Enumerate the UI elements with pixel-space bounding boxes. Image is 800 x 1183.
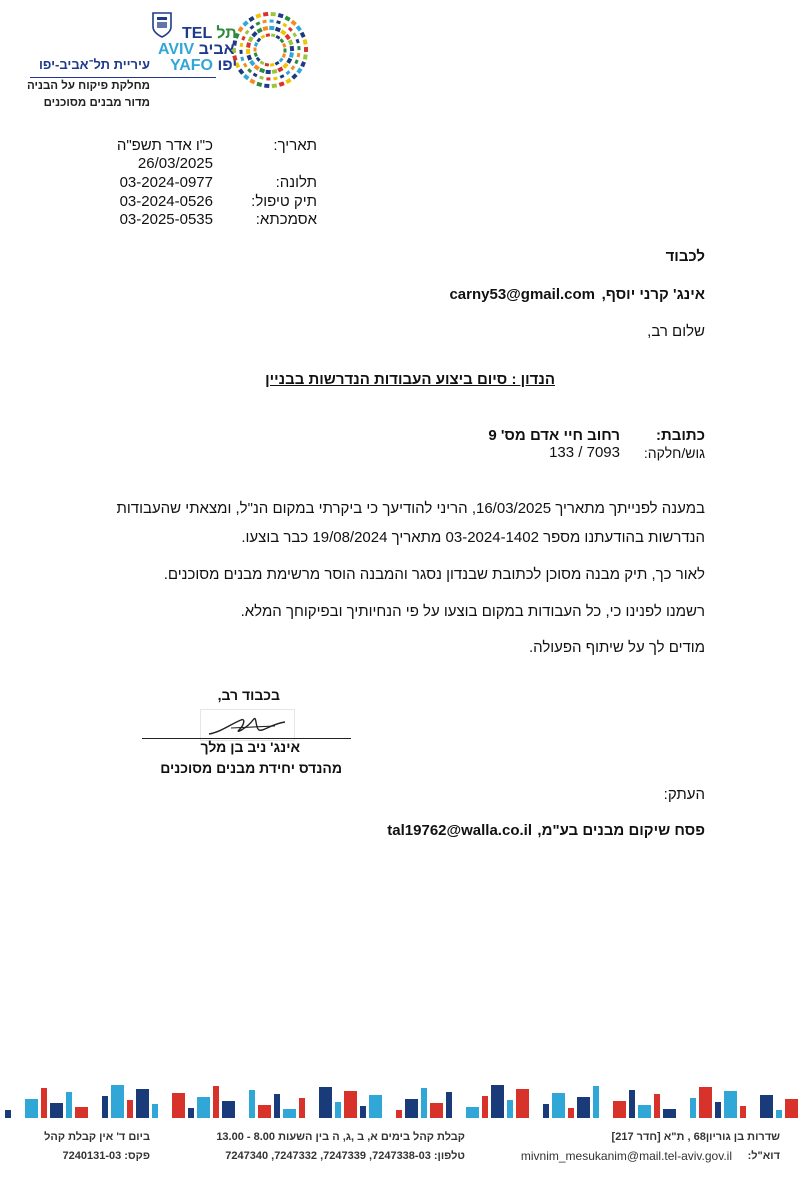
logo-tel-en: TEL <box>182 25 212 42</box>
footer-block <box>613 1101 626 1118</box>
footer-block <box>283 1109 296 1118</box>
complaint-number: 03-2024-0977 <box>119 174 213 191</box>
logo-ray <box>286 58 292 64</box>
logo-yafo-en: YAFO <box>170 57 213 74</box>
logo-ray <box>265 63 269 67</box>
footer-decoration <box>0 1078 800 1118</box>
logo-ray <box>238 26 244 32</box>
footer-block <box>258 1105 271 1118</box>
logo-ray <box>284 49 287 53</box>
tel-aviv-logo <box>150 10 325 95</box>
footer-block <box>396 1110 402 1118</box>
footer-block <box>629 1090 635 1118</box>
logo-ray <box>246 49 250 54</box>
logo-ray <box>256 57 261 62</box>
logo-ray <box>246 42 251 48</box>
footer-email: mivnim_mesukanim@mail.tel-aviv.gov.il <box>520 1149 732 1163</box>
logo-ray <box>243 74 249 80</box>
footer-block <box>715 1102 721 1118</box>
logo-tel-he: תל <box>216 25 237 42</box>
logo-ray <box>240 56 244 61</box>
logo-ray <box>240 43 244 47</box>
footer-block <box>360 1106 366 1118</box>
logo-ray <box>297 53 301 57</box>
footer-block <box>102 1096 108 1118</box>
logo-ray <box>259 68 265 73</box>
footer-block <box>724 1091 737 1118</box>
footer-hours: קבלת קהל בימים א, ב ,ג, ה בין השעות 8.00 - 13.00 <box>216 1131 465 1143</box>
logo-ray <box>255 21 260 25</box>
signature-image <box>200 709 295 741</box>
body-line-5: מודים לך על שיתוף הפעולה. <box>528 639 705 656</box>
footer-block <box>127 1100 133 1118</box>
footer-block <box>5 1110 11 1118</box>
footer-block <box>152 1104 158 1118</box>
logo-ray <box>238 68 244 74</box>
logo-ray <box>264 84 269 88</box>
logo-ray <box>277 66 283 72</box>
logo-ray <box>303 54 308 60</box>
footer-block <box>299 1098 305 1118</box>
logo-ray <box>280 74 285 78</box>
to-label: לכבוד <box>665 248 705 265</box>
footer-block <box>466 1107 479 1118</box>
logo-ray <box>288 27 293 32</box>
logo-ray <box>255 13 261 18</box>
logo-ray <box>266 70 271 74</box>
logo-ray <box>284 16 290 22</box>
logo-ray <box>273 77 278 81</box>
footer-block <box>690 1098 696 1118</box>
footer-block <box>491 1085 504 1118</box>
footer-block <box>638 1105 651 1118</box>
footer-block <box>274 1094 280 1118</box>
signer-title: מהנדס יחידת מבנים מסוכנים <box>160 760 342 776</box>
footer-block <box>593 1086 599 1118</box>
signer-name: אינג' ניב בן מלך <box>200 739 300 755</box>
logo-ray <box>241 36 245 41</box>
logo-ray <box>251 31 257 37</box>
handwritten-signature-icon <box>201 710 294 740</box>
logo-ray <box>290 65 295 70</box>
logo-ray <box>280 29 286 35</box>
logo-ray <box>254 48 257 52</box>
logo-ray <box>259 76 264 80</box>
body-line-1: במענה לפנייתך מתאריך 16/03/2025, הריני להודיעך כי ביקרתי במקום הנ"ל, ומצאתי שהעבודות <box>116 500 705 517</box>
footer-block <box>66 1092 72 1118</box>
logo-ray <box>285 78 291 84</box>
logo-ray <box>269 26 274 30</box>
logo-ray <box>271 12 276 16</box>
date-hebrew: כ"ו אדר תשפ"ה <box>116 137 213 154</box>
footer-email-label: דוא"ל: <box>747 1150 780 1162</box>
logo-ray <box>242 20 248 26</box>
logo-ray <box>271 33 275 37</box>
logo-ray <box>296 25 302 31</box>
footer-phones: טלפון: 7247338-03, 7247339, 7247332, 7247340 <box>225 1150 465 1162</box>
footer-block <box>344 1091 357 1118</box>
body-line-3: לאור כך, תיק מבנה מסוכן לכתובת שבנדון נסגר והמבנה הוסר מרשימת מבנים מסוכנים. <box>163 566 705 583</box>
logo-ray <box>263 12 269 17</box>
logo-aviv-en: AVIV <box>158 41 195 58</box>
logo-ray <box>303 39 308 45</box>
file-number: 03-2024-0526 <box>119 193 213 210</box>
reference-label: אסמכתא: <box>255 211 317 228</box>
logo-ray <box>275 35 280 40</box>
address-value: רחוב חיי אדם מס' 9 <box>488 427 620 444</box>
logo-ray <box>272 69 278 74</box>
logo-ray <box>289 52 294 58</box>
footer-block <box>507 1100 513 1118</box>
logo-ray <box>249 79 255 85</box>
footer-block <box>760 1095 773 1118</box>
logo-ray <box>282 43 286 48</box>
body-line-2: הנדרשות בהודעתנו מספר 03-2024-1402 מתאריך 19/08/2024 כבר בוצעו. <box>241 529 705 546</box>
footer-block <box>335 1102 341 1118</box>
unit-name: מדור מבנים מסוכנים <box>43 97 150 109</box>
logo-ray <box>296 39 300 44</box>
footer-block <box>369 1095 382 1118</box>
footer-block <box>319 1087 332 1118</box>
logo-ray <box>285 34 291 40</box>
logo-ray <box>243 63 248 68</box>
logo-ray <box>278 13 284 18</box>
logo-ray <box>282 53 286 58</box>
logo-ray <box>247 68 252 73</box>
logo-ray <box>248 36 254 42</box>
logo-ray <box>254 52 258 57</box>
logo-ray <box>279 81 285 86</box>
logo-ray <box>249 60 255 66</box>
complaint-label: תלונה: <box>275 174 317 191</box>
logo-ray <box>245 30 250 35</box>
footer-block <box>568 1108 574 1118</box>
logo-ray <box>256 38 261 43</box>
logo-ray <box>266 33 270 37</box>
logo-ray <box>248 16 254 22</box>
address-label: כתובת: <box>656 427 705 444</box>
recipient-email: carny53@gmail.com <box>449 286 595 303</box>
logo-ray <box>256 82 262 87</box>
footer-address: שדרות בן גוריון68 , ת"א [חדר 217] <box>611 1131 780 1143</box>
footer-block <box>222 1101 235 1118</box>
logo-ray <box>294 59 298 64</box>
footer-block <box>552 1093 565 1118</box>
logo-ray <box>288 39 294 45</box>
logo-ray <box>291 73 297 79</box>
body-line-4: רשמנו לפנינו כי, כל העבודות במקום בוצעו על פי הנחיותיך ובפיקוחך המלא. <box>240 603 705 620</box>
footer-block <box>430 1103 443 1118</box>
logo-ray <box>262 20 267 24</box>
file-label: תיק טיפול: <box>251 193 317 210</box>
footer-block <box>785 1099 798 1118</box>
logo-yafo-he: יפו <box>217 57 238 74</box>
footer-block <box>776 1110 782 1118</box>
footer-block <box>405 1099 418 1118</box>
logo-ray <box>253 73 258 78</box>
logo-ray <box>279 38 284 43</box>
footer-block <box>516 1089 529 1118</box>
footer-fax: פקס: 7240131-03 <box>62 1150 150 1162</box>
recipient-name: אינג' קרני יוסף, <box>601 286 705 303</box>
logo-ray <box>253 64 259 70</box>
footer-block <box>213 1086 219 1118</box>
colored-blocks-icon <box>0 1078 800 1118</box>
municipal-crest-icon <box>153 13 171 37</box>
logo-ray <box>254 42 258 47</box>
greeting: שלום רב, <box>647 323 705 340</box>
logo-ray <box>279 57 284 62</box>
footer-block <box>249 1090 255 1118</box>
footer-block <box>421 1088 427 1118</box>
reference-number: 03-2025-0535 <box>119 211 213 228</box>
footer-block <box>446 1092 452 1118</box>
copy-email: tal19762@walla.co.il <box>387 822 532 839</box>
logo-ray <box>270 19 274 22</box>
footer-block <box>25 1099 38 1118</box>
footer-block <box>654 1094 660 1118</box>
parcel-label: גוש/חלקה: <box>643 445 705 461</box>
footer-no-reception: ביום ד' אין קבלת קהל <box>44 1131 150 1143</box>
logo-ray <box>300 32 306 38</box>
logo-ray <box>286 70 291 75</box>
footer-block <box>41 1088 47 1118</box>
logo-ray <box>239 50 242 54</box>
logo-ray <box>296 68 302 74</box>
footer-block <box>136 1089 149 1118</box>
logo-ray <box>297 46 300 50</box>
logo-ray <box>300 61 306 67</box>
logo-ray <box>263 26 269 31</box>
footer-block <box>50 1103 63 1118</box>
footer-block <box>543 1104 549 1118</box>
copy-name: פסח שיקום מבנים בע"מ, <box>537 822 705 839</box>
footer-block <box>197 1097 210 1118</box>
logo-ray <box>275 61 280 66</box>
footer-block <box>663 1109 676 1118</box>
subject-line: הנדון : סיום ביצוע העבודות הנדרשות בבניין <box>265 371 555 388</box>
municipality-name: עיריית תל־אביב-יפו <box>38 57 150 72</box>
logo-ray <box>304 47 308 52</box>
logo-aviv-he: אביב <box>198 41 235 58</box>
footer-block <box>172 1093 185 1118</box>
logo-ray <box>249 25 254 30</box>
logo-ray <box>275 27 281 32</box>
footer-block <box>577 1097 590 1118</box>
logo-ray <box>247 54 253 60</box>
footer-block <box>188 1108 194 1118</box>
department-name: מחלקת פיקוח על הבניה <box>26 80 150 92</box>
date-gregorian: 26/03/2025 <box>137 155 213 172</box>
footer-block <box>111 1085 124 1118</box>
copy-label: העתק: <box>663 786 705 803</box>
logo-ray <box>272 83 278 88</box>
logo-ray <box>282 23 287 28</box>
parcel-value: 133 / 7093 <box>549 444 620 461</box>
footer-block <box>75 1107 88 1118</box>
logo-ray <box>290 46 294 51</box>
date-label: תאריך: <box>273 137 317 154</box>
logo-ray <box>282 62 288 68</box>
footer-block <box>740 1106 746 1118</box>
logo-ray <box>260 34 265 39</box>
logo-ray <box>276 20 281 24</box>
logo-ray <box>290 20 296 26</box>
footer-block <box>482 1096 488 1118</box>
closing: בכבוד רב, <box>217 687 280 703</box>
logo-ray <box>292 32 297 37</box>
logo-ray <box>260 60 265 65</box>
logo-ray <box>256 28 262 34</box>
logo-ray <box>266 77 270 80</box>
footer-block <box>699 1087 712 1118</box>
logo-ray <box>270 63 274 67</box>
